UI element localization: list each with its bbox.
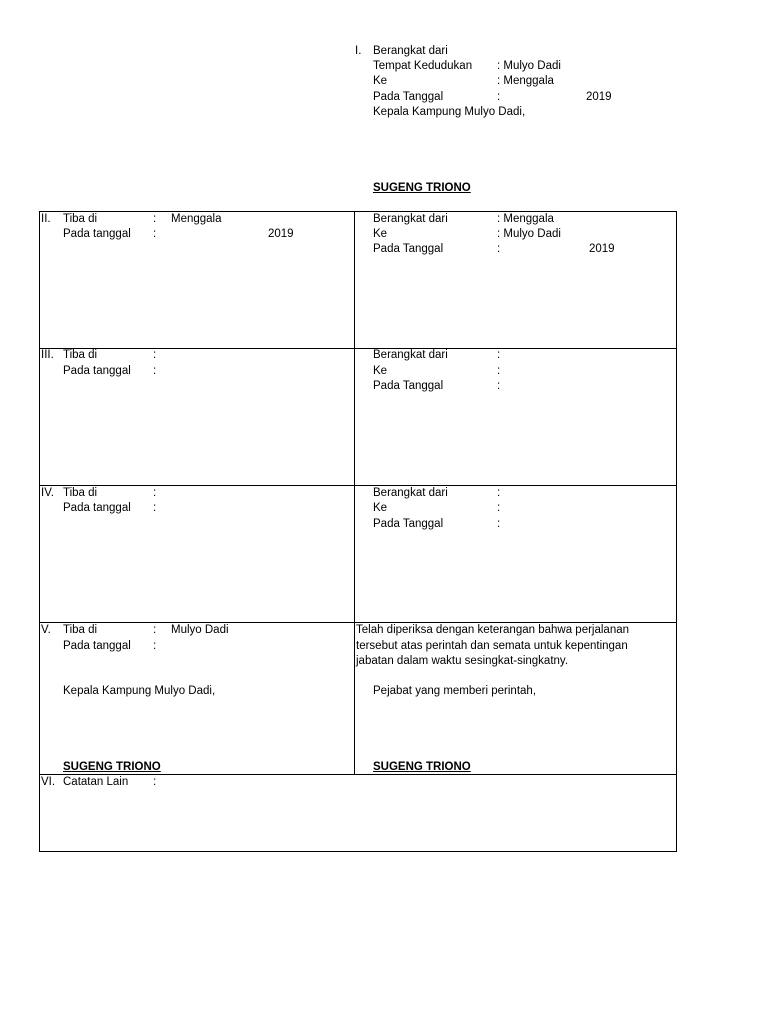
official-title: Pejabat yang memberi perintah,	[373, 685, 537, 697]
signer-title: Kepala Kampung Mulyo Dadi,	[373, 106, 526, 118]
signer-name: SUGENG TRIONO	[373, 182, 471, 194]
berangkat-dari-label: Berangkat dari	[373, 213, 448, 225]
pada-tanggal-year: 2019	[589, 243, 615, 255]
row-divider	[39, 485, 677, 486]
tiba-di-colon: :	[153, 487, 157, 499]
tempat-kedudukan-label: Tempat Kedudukan	[373, 60, 473, 72]
signer-title: Kepala Kampung Mulyo Dadi,	[63, 685, 216, 697]
section-iv-number: IV.	[41, 487, 55, 499]
tempat-kedudukan-value: : Mulyo Dadi	[497, 60, 561, 72]
berangkat-dari-colon: :	[497, 349, 501, 361]
tiba-di-label: Tiba di	[63, 349, 98, 361]
column-divider	[354, 211, 355, 775]
section-v-number: V.	[41, 624, 51, 636]
ke-value: : Mulyo Dadi	[497, 228, 561, 240]
pada-tanggal-label: Pada tanggal	[63, 640, 131, 652]
pada-tanggal-label: Pada tanggal	[63, 228, 131, 240]
pada-tanggal-year: 2019	[268, 228, 294, 240]
pada-tanggal-colon: :	[497, 91, 501, 103]
tiba-di-value: Mulyo Dadi	[171, 624, 229, 636]
signer-name: SUGENG TRIONO	[63, 761, 161, 773]
pada-tanggal-year: 2019	[586, 91, 612, 103]
pada-tanggal-label: Pada Tanggal	[373, 518, 444, 530]
pada-tanggal-colon: :	[153, 365, 157, 377]
pada-tanggal-colon: :	[153, 502, 157, 514]
pada-tanggal-colon: :	[497, 380, 501, 392]
table-border-right	[676, 211, 677, 852]
tiba-di-colon: :	[153, 349, 157, 361]
ke-label: Ke	[373, 75, 388, 87]
berangkat-dari-label: Berangkat dari	[373, 349, 448, 361]
berangkat-dari-colon: :	[497, 487, 501, 499]
tiba-di-label: Tiba di	[63, 624, 98, 636]
tiba-di-colon: :	[153, 213, 157, 225]
ke-value: : Menggala	[497, 75, 554, 87]
ke-label: Ke	[373, 502, 388, 514]
pada-tanggal-label: Pada Tanggal	[373, 243, 444, 255]
ke-colon: :	[497, 365, 501, 377]
pada-tanggal-colon: :	[153, 640, 157, 652]
pada-tanggal-label: Pada tanggal	[63, 365, 131, 377]
row-divider	[39, 348, 677, 349]
pada-tanggal-colon: :	[497, 518, 501, 530]
table-border-left	[39, 211, 40, 852]
section-i-number: I.	[355, 45, 362, 57]
verification-note-line-2: tersebut atas perintah dan semata untuk kepentingan	[356, 640, 628, 652]
catatan-lain-colon: :	[153, 776, 157, 788]
tiba-di-colon: :	[153, 624, 157, 636]
pada-tanggal-label: Pada tanggal	[63, 502, 131, 514]
row-divider	[39, 774, 677, 775]
section-vi-number: VI.	[41, 776, 56, 788]
ke-label: Ke	[373, 365, 388, 377]
official-name: SUGENG TRIONO	[373, 761, 471, 773]
verification-note-line-1: Telah diperiksa dengan keterangan bahwa perjalanan	[356, 624, 630, 636]
pada-tanggal-label: Pada Tanggal	[373, 380, 444, 392]
tiba-di-label: Tiba di	[63, 213, 98, 225]
section-ii-number: II.	[41, 213, 51, 225]
ke-label: Ke	[373, 228, 388, 240]
berangkat-dari-label: Berangkat dari	[373, 487, 448, 499]
verification-note-line-3: jabatan dalam waktu sesingkat-singkatny.	[356, 655, 569, 667]
table-border-top	[39, 211, 677, 212]
berangkat-dari-label: Berangkat dari	[373, 45, 448, 57]
section-iii-number: III.	[41, 349, 54, 361]
pada-tanggal-colon: :	[153, 228, 157, 240]
table-border-bottom	[39, 851, 677, 852]
tiba-di-value: Menggala	[171, 213, 222, 225]
ke-colon: :	[497, 502, 501, 514]
berangkat-dari-value: : Menggala	[497, 213, 554, 225]
tiba-di-label: Tiba di	[63, 487, 98, 499]
pada-tanggal-label: Pada Tanggal	[373, 91, 444, 103]
pada-tanggal-colon: :	[497, 243, 501, 255]
catatan-lain-label: Catatan Lain	[63, 776, 129, 788]
